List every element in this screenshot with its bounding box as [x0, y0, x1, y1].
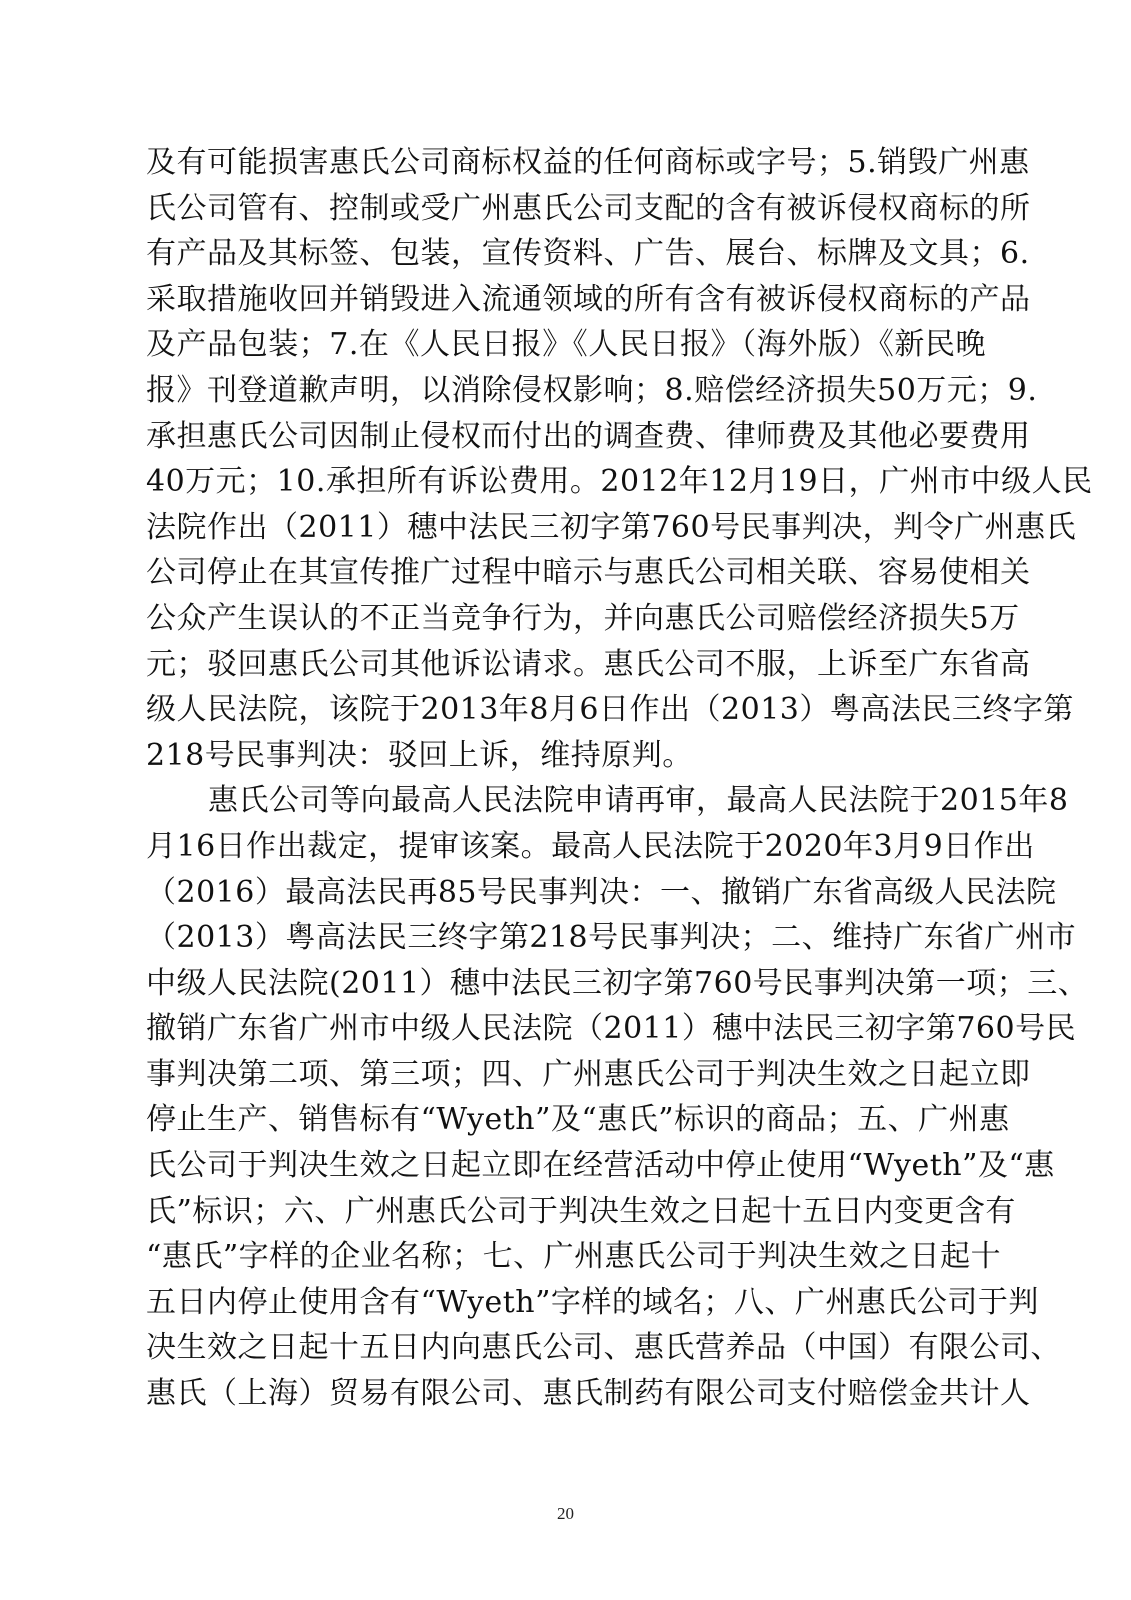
- text-line: 公司停止在其宣传推广过程中暗示与惠氏公司相关联、容易使相关: [146, 555, 1031, 591]
- document-body: [146, 140, 1093, 1417]
- page-number: 20: [557, 1504, 574, 1523]
- text-line: 报》刊登道歉声明，以消除侵权影响；8.赔偿经济损失50万元；9.: [146, 372, 1038, 408]
- text-line: （2013）粤高法民三终字第218号民事判决；二、维持广东省广州市: [146, 920, 1077, 956]
- text-line: “惠氏”字样的企业名称；七、广州惠氏公司于判决生效之日起十: [146, 1239, 1002, 1275]
- text-line: 五日内停止使用含有“Wyeth”字样的域名；八、广州惠氏公司于判: [146, 1284, 1039, 1320]
- paragraph-2: [146, 778, 1089, 1416]
- text-line: 法院作出（2011）穗中法民三初字第760号民事判决，判令广州惠氏: [146, 509, 1077, 545]
- text-line: 及有可能损害惠氏公司商标权益的任何商标或字号；5.销毁广州惠: [146, 145, 1030, 180]
- text-line: 采取措施收回并销毁进入流通领域的所有含有被诉侵权商标的产品: [146, 281, 1031, 317]
- text-line: 月16日作出裁定，提审该案。最高人民法院于2020年3月9日作出: [146, 828, 1035, 864]
- text-line: 氏公司于判决生效之日起立即在经营活动中停止使用“Wyeth”及“惠: [146, 1148, 1055, 1184]
- text-line: 公众产生误认的不正当竞争行为，并向惠氏公司赔偿经济损失5万: [146, 600, 1020, 636]
- text-line: 有产品及其标签、包装，宣传资料、广告、展台、标牌及文具；6.: [146, 236, 1030, 272]
- text-line: （2016）最高法民再85号民事判决：一、撤销广东省高级人民法院: [146, 874, 1057, 910]
- text-line: 218号民事判决：驳回上诉，维持原判。: [146, 737, 693, 773]
- text-line: 40万元；10.承担所有诉讼费用。2012年12月19日，广州市中级人民: [146, 464, 1093, 500]
- text-line: 承担惠氏公司因制止侵权而付出的调查费、律师费及其他必要费用: [146, 418, 1031, 454]
- text-line: 决生效之日起十五日内向惠氏公司、惠氏营养品（中国）有限公司、: [146, 1330, 1061, 1366]
- text-line: 事判决第二项、第三项；四、广州惠氏公司于判决生效之日起立即: [146, 1056, 1031, 1092]
- text-line: 元；驳回惠氏公司其他诉讼请求。惠氏公司不服，上诉至广东省高: [146, 646, 1031, 682]
- text-line: 级人民法院，该院于2013年8月6日作出（2013）粤高法民三终字第: [146, 692, 1074, 728]
- paragraph-1: [146, 140, 1093, 778]
- text-line: 撤销广东省广州市中级人民法院（2011）穗中法民三初字第760号民: [146, 1011, 1077, 1047]
- text-line: 及产品包装；7.在《人民日报》《人民日报》（海外版）《新民晚: [146, 327, 986, 363]
- text-line: 停止生产、销售标有“Wyeth”及“惠氏”标识的商品；五、广州惠: [146, 1102, 1010, 1138]
- text-line: 中级人民法院(2011）穗中法民三初字第760号民事判决第一项；三、: [146, 965, 1089, 1001]
- text-line: 惠氏公司等向最高人民法院申请再审，最高人民法院于2015年8: [208, 783, 1069, 819]
- text-line: 氏公司管有、控制或受广州惠氏公司支配的含有被诉侵权商标的所: [146, 190, 1031, 226]
- text-line: 氏”标识；六、广州惠氏公司于判决生效之日起十五日内变更含有: [146, 1193, 1016, 1229]
- text-line: 惠氏（上海）贸易有限公司、惠氏制药有限公司支付赔偿金共计人: [146, 1376, 1031, 1412]
